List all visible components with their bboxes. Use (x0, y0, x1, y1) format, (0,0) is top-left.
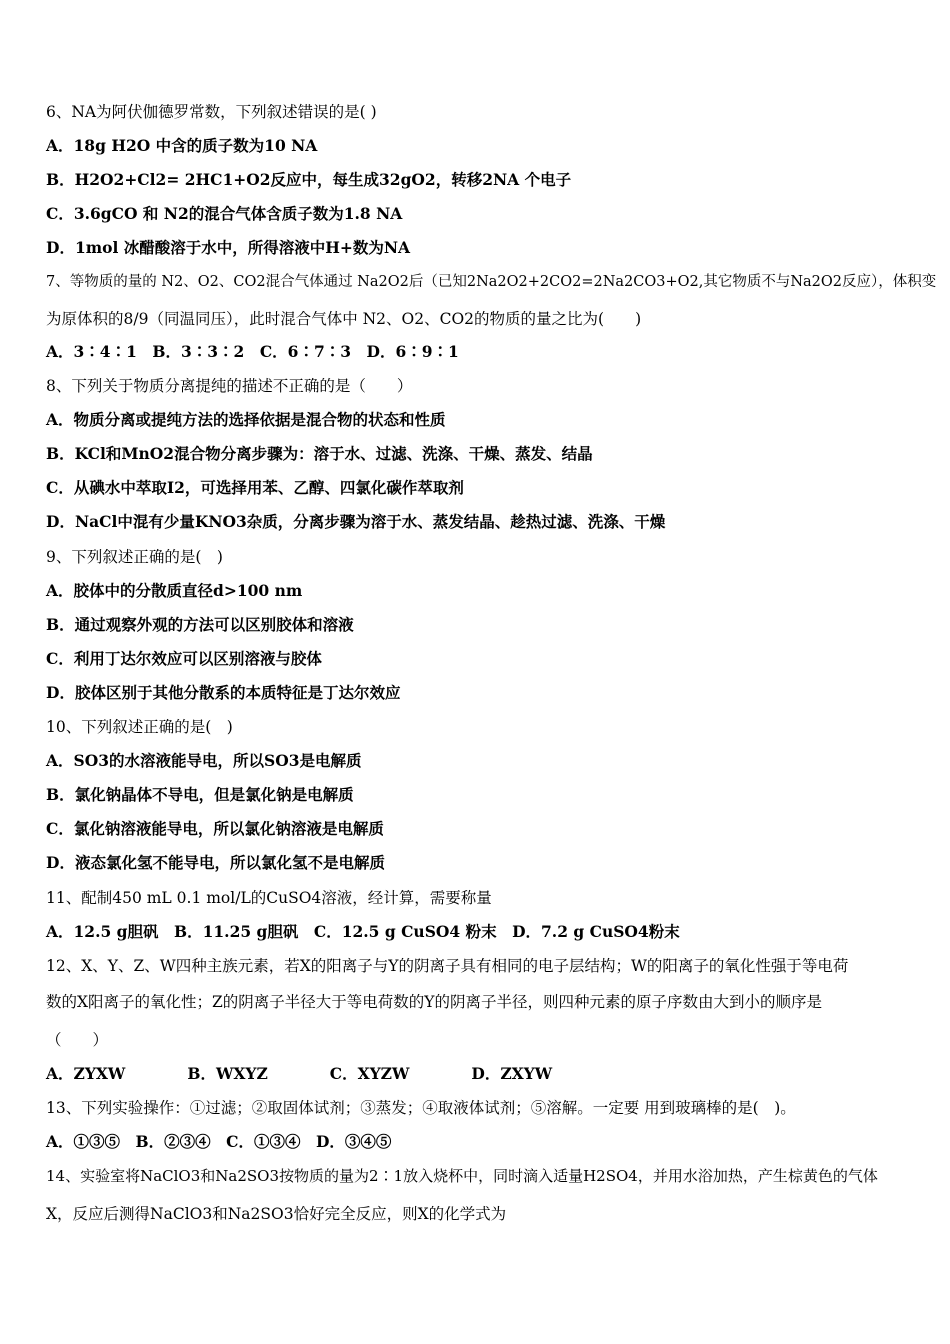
question-6-option-a: A．18g H2O 中含的质子数为10 NA (46, 136, 318, 155)
question-12-stem-line2: 数的X阳离子的氧化性；Z的阴离子半径大于等电荷数的Y的阴离子半径，则四种元素的原子序数由大到小的顺序是 (46, 993, 823, 1011)
question-7-stem-line2: 为原体积的8/9（同温同压），此时混合气体中 N2、O2、CO2的物质的量之比为( ) (46, 310, 642, 328)
question-6-stem: 6、NA为阿伏伽德罗常数，下列叙述错误的是( ) (46, 103, 377, 121)
question-10-stem: 10、下列叙述正确的是( ) (46, 718, 233, 736)
question-9-option-b: B．通过观察外观的方法可以区别胶体和溶液 (46, 615, 354, 634)
question-13-stem: 13、下列实验操作：①过滤；②取固体试剂；③蒸发；④取液体试剂；⑤溶解。一定要 用到玻璃棒的是( )。 (46, 1099, 796, 1117)
question-10-option-d: D．液态氯化氢不能导电，所以氯化氢不是电解质 (46, 853, 385, 872)
question-12-options: A．ZYXW B．WXYZ C．XYZW D．ZXYW (46, 1064, 553, 1083)
question-14-stem-line2: X，反应后测得NaClO3和Na2SO3恰好完全反应，则X的化学式为 (46, 1205, 507, 1223)
question-10-option-c: C．氯化钠溶液能导电，所以氯化钠溶液是电解质 (46, 819, 384, 838)
question-8-option-b: B．KCl和MnO2混合物分离步骤为：溶于水、过滤、洗涤、干燥、蒸发、结晶 (46, 444, 593, 463)
question-11-options: A．12.5 g胆矾 B．11.25 g胆矾 C．12.5 g CuSO4 粉末 D．7.2 g CuSO4粉末 (46, 922, 680, 941)
question-8-option-a: A．物质分离或提纯方法的选择依据是混合物的状态和性质 (46, 410, 446, 429)
question-7-stem-line1: 7、等物质的量的 N2、O2、CO2混合气体通过 Na2O2后（已知2Na2O2+2CO2=2Na2CO3+O2,其它物质不与Na2O2反应），体积变 (46, 274, 937, 290)
question-8-option-c: C．从碘水中萃取I2，可选择用苯、乙醇、四氯化碳作萃取剂 (46, 478, 464, 497)
question-13-options: A．①③⑤ B．②③④ C．①③④ D．③④⑤ (46, 1132, 392, 1151)
question-14-stem-line1: 14、实验室将NaClO3和Na2SO3按物质的量为2∶1放入烧杯中，同时滴入适量H2SO4，并用水浴加热，产生棕黄色的气体 (46, 1167, 878, 1185)
question-11-stem: 11、配制450 mL 0.1 mol/L的CuSO4溶液，经计算，需要称量 (46, 889, 492, 907)
question-10-option-a: A．SO3的水溶液能导电，所以SO3是电解质 (46, 751, 362, 770)
question-6-option-c: C．3.6gCO 和 N2的混合气体含质子数为1.8 NA (46, 204, 403, 223)
question-9-option-c: C．利用丁达尔效应可以区别溶液与胶体 (46, 649, 322, 668)
question-6-option-d: D．1mol 冰醋酸溶于水中，所得溶液中H+数为NA (46, 238, 411, 257)
question-9-stem: 9、下列叙述正确的是( ) (46, 548, 223, 566)
question-9-option-d: D．胶体区别于其他分散系的本质特征是丁达尔效应 (46, 683, 401, 702)
question-7-options: A．3∶4∶1 B．3∶3∶2 C．6∶7∶3 D．6∶9∶1 (46, 342, 459, 361)
question-6-option-b: B．H2O2+Cl2= 2HC1+O2反应中，每生成32gO2，转移2NA 个电子 (46, 170, 572, 189)
question-8-option-d: D．NaCl中混有少量KNO3杂质，分离步骤为溶于水、蒸发结晶、趁热过滤、洗涤、干燥 (46, 512, 666, 531)
question-10-option-b: B．氯化钠晶体不导电，但是氯化钠是电解质 (46, 785, 354, 804)
question-12-stem-line1: 12、X、Y、Z、W四种主族元素，若X的阳离子与Y的阴离子具有相同的电子层结构；W的阳离子的氧化性强于等电荷 (46, 957, 849, 975)
question-8-stem: 8、下列关于物质分离提纯的描述不正确的是（ ） (46, 377, 413, 395)
question-12-answer-paren: （ ） (46, 1031, 109, 1049)
question-9-option-a: A．胶体中的分散质直径d>100 nm (46, 581, 303, 600)
